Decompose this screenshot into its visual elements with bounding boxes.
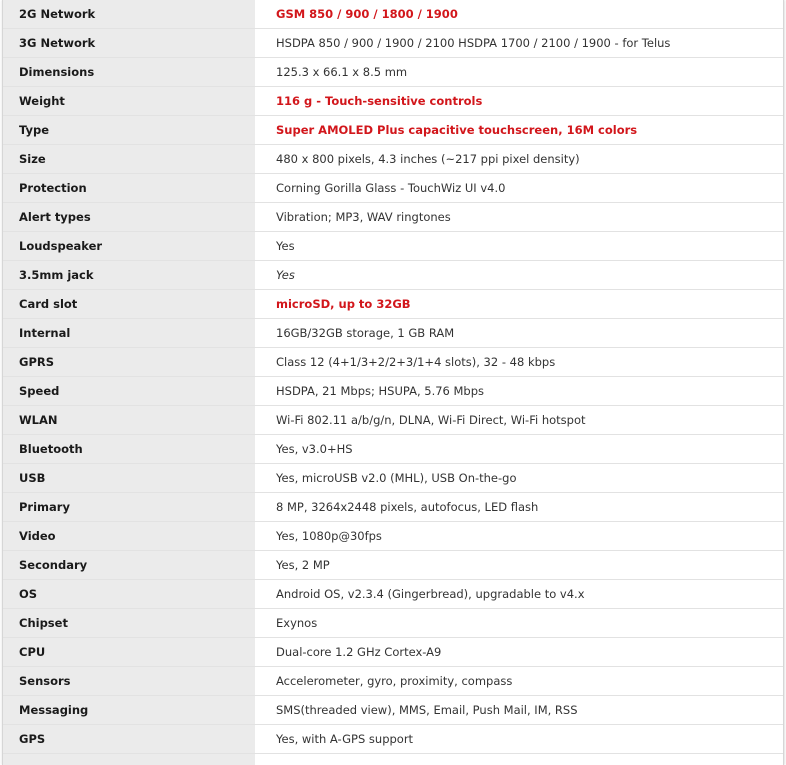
spec-value: Yes, 2 MP [256,551,784,580]
spec-row [3,522,783,551]
spec-value: HSDPA 850 / 900 / 1900 / 2100 HSDPA 1700 / 2100 / 1900 - for Telus [256,29,784,58]
spec-row [3,232,783,261]
spec-value: 480 x 800 pixels, 4.3 inches (~217 ppi pixel density) [256,145,784,174]
spec-row [3,435,783,464]
spec-row [3,0,783,29]
spec-label: Sensors [3,667,256,696]
spec-value: Yes, 1080p@30fps [256,522,784,551]
spec-value: Vibration; MP3, WAV ringtones [256,203,784,232]
spec-row [3,87,783,116]
spec-value: 116 g - Touch-sensitive controls [256,87,784,116]
spec-label: Dimensions [3,58,256,87]
spec-row [3,29,783,58]
spec-row [3,696,783,725]
spec-label: Video [3,522,256,551]
spec-label: Card slot [3,290,256,319]
spec-value: Android OS, v2.3.4 (Gingerbread), upgradable to v4.x [256,580,784,609]
spec-value: Class 12 (4+1/3+2/2+3/1+4 slots), 32 - 48 kbps [256,348,784,377]
spec-label: CPU [3,638,256,667]
spec-label: Alert types [3,203,256,232]
spec-row [3,348,783,377]
spec-value: 8 MP, 3264x2448 pixels, autofocus, LED flash [256,493,784,522]
spec-label: Messaging [3,696,256,725]
spec-row [3,725,783,754]
spec-value: Wi-Fi 802.11 a/b/g/n, DLNA, Wi-Fi Direct, Wi-Fi hotspot [256,406,784,435]
spec-label: WLAN [3,406,256,435]
spec-row [3,493,783,522]
spec-row [3,377,783,406]
spec-row [3,145,783,174]
spec-value: 125.3 x 66.1 x 8.5 mm [256,58,784,87]
spec-value: Super AMOLED Plus capacitive touchscreen, 16M colors [256,116,784,145]
spec-label: Secondary [3,551,256,580]
spec-label: 3.5mm jack [3,261,256,290]
spec-label: OS [3,580,256,609]
spec-row [3,174,783,203]
spec-row [3,754,783,765]
spec-label: Weight [3,87,256,116]
spec-value: Yes [256,232,784,261]
spec-row [3,261,783,290]
spec-row [3,551,783,580]
spec-value: 16GB/32GB storage, 1 GB RAM [256,319,784,348]
spec-label: GPS [3,725,256,754]
spec-label [3,754,256,765]
spec-label: Loudspeaker [3,232,256,261]
spec-label: Size [3,145,256,174]
spec-label: Type [3,116,256,145]
specs-table-body [3,0,783,765]
spec-label: Speed [3,377,256,406]
spec-row [3,116,783,145]
spec-row [3,203,783,232]
spec-value: SMS(threaded view), MMS, Email, Push Mail, IM, RSS [256,696,784,725]
spec-value: GSM 850 / 900 / 1800 / 1900 [256,0,784,29]
spec-value: Exynos [256,609,784,638]
spec-row [3,319,783,348]
spec-row [3,290,783,319]
spec-row [3,609,783,638]
spec-label: Primary [3,493,256,522]
specs-table [3,0,783,765]
spec-value: Corning Gorilla Glass - TouchWiz UI v4.0 [256,174,784,203]
spec-label: Chipset [3,609,256,638]
spec-row [3,58,783,87]
spec-label: Internal [3,319,256,348]
spec-label: USB [3,464,256,493]
spec-label: Protection [3,174,256,203]
spec-value: HSDPA, 21 Mbps; HSUPA, 5.76 Mbps [256,377,784,406]
spec-row [3,638,783,667]
spec-value [256,754,784,765]
spec-value: Yes, with A-GPS support [256,725,784,754]
specs-panel [2,0,784,765]
spec-label: 2G Network [3,0,256,29]
spec-row [3,406,783,435]
spec-row [3,464,783,493]
spec-value: Dual-core 1.2 GHz Cortex-A9 [256,638,784,667]
spec-value: microSD, up to 32GB [256,290,784,319]
spec-label: Bluetooth [3,435,256,464]
spec-label: GPRS [3,348,256,377]
spec-value: Yes, v3.0+HS [256,435,784,464]
spec-value: Accelerometer, gyro, proximity, compass [256,667,784,696]
spec-row [3,580,783,609]
spec-value: Yes, microUSB v2.0 (MHL), USB On-the-go [256,464,784,493]
spec-label: 3G Network [3,29,256,58]
spec-value: Yes [256,261,784,290]
spec-row [3,667,783,696]
